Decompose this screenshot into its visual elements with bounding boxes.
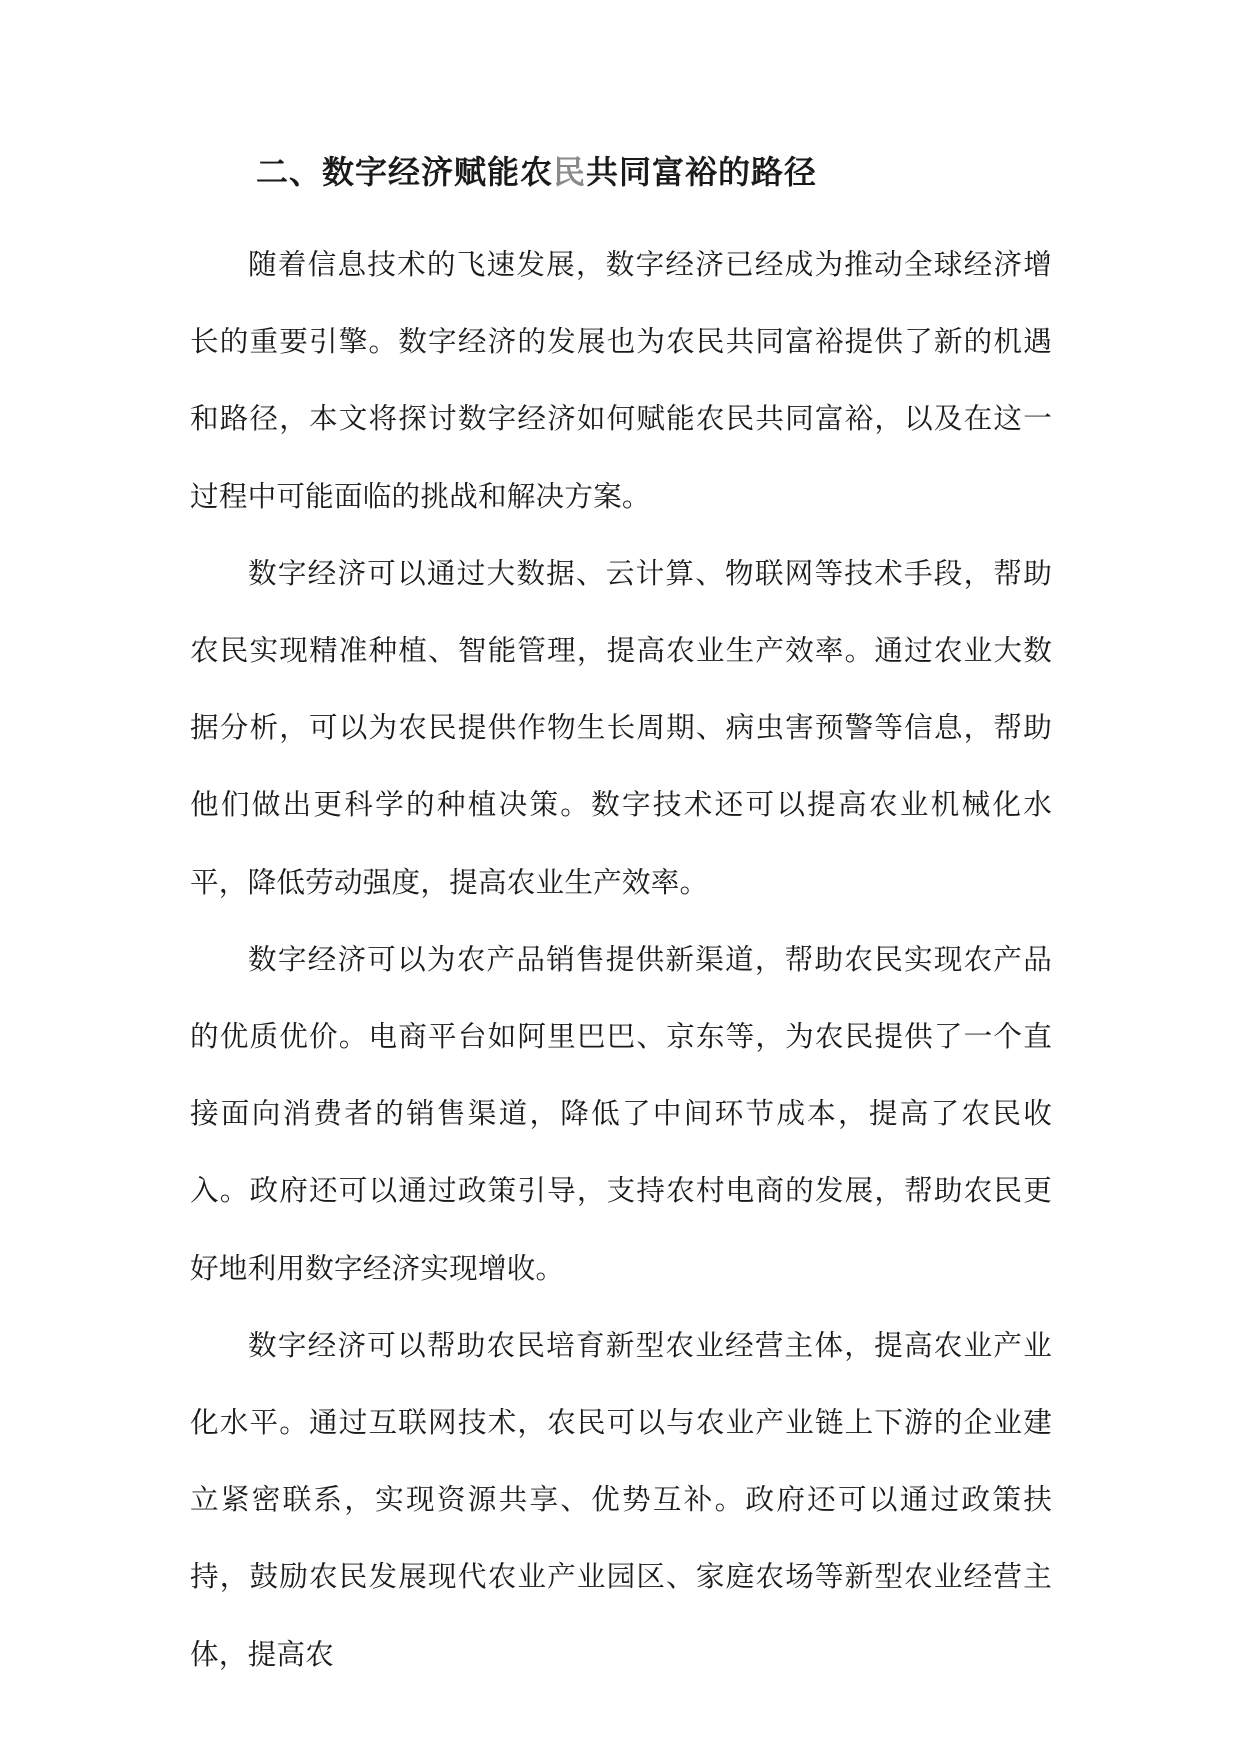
heading-text-before: 二、数字经济赋能农 bbox=[256, 153, 554, 191]
heading-highlight-char: 民 bbox=[553, 153, 587, 191]
heading-text-after: 共同富裕的路径 bbox=[586, 153, 818, 191]
section-heading bbox=[256, 148, 817, 196]
paragraph-sales: 数字经济可以为农产品销售提供新渠道，帮助农民实现农产品的优质优价。电商平台如阿里巴巴、京东等，为农民提供了一个直接面向消费者的销售渠道，降低了中间环节成本，提高了农民收入。政府还可以通过政策引导，支持农村电商的发展，帮助农民更好地利用数字经济实现增收。 bbox=[190, 941, 1052, 1285]
body-text bbox=[190, 226, 1052, 1693]
paragraph-business-entities: 数字经济可以帮助农民培育新型农业经营主体，提高农业产业化水平。通过互联网技术，农民可以与农业产业链上下游的企业建立紧密联系，实现资源共享、优势互补。政府还可以通过政策扶持，鼓励农民发展现代农业产业园区、家庭农场等新型农业经营主体，提高农 bbox=[190, 1327, 1052, 1671]
paragraph-production: 数字经济可以通过大数据、云计算、物联网等技术手段，帮助农民实现精准种植、智能管理，提高农业生产效率。通过农业大数据分析，可以为农民提供作物生长周期、病虫害预警等信息，帮助他们做出更科学的种植决策。数字技术还可以提高农业机械化水平，降低劳动强度，提高农业生产效率。 bbox=[190, 555, 1052, 899]
paragraph-intro: 随着信息技术的飞速发展，数字经济已经成为推动全球经济增长的重要引擎。数字经济的发展也为农民共同富裕提供了新的机遇和路径，本文将探讨数字经济如何赋能农民共同富裕，以及在这一过程中可能面临的挑战和解决方案。 bbox=[190, 247, 1052, 513]
